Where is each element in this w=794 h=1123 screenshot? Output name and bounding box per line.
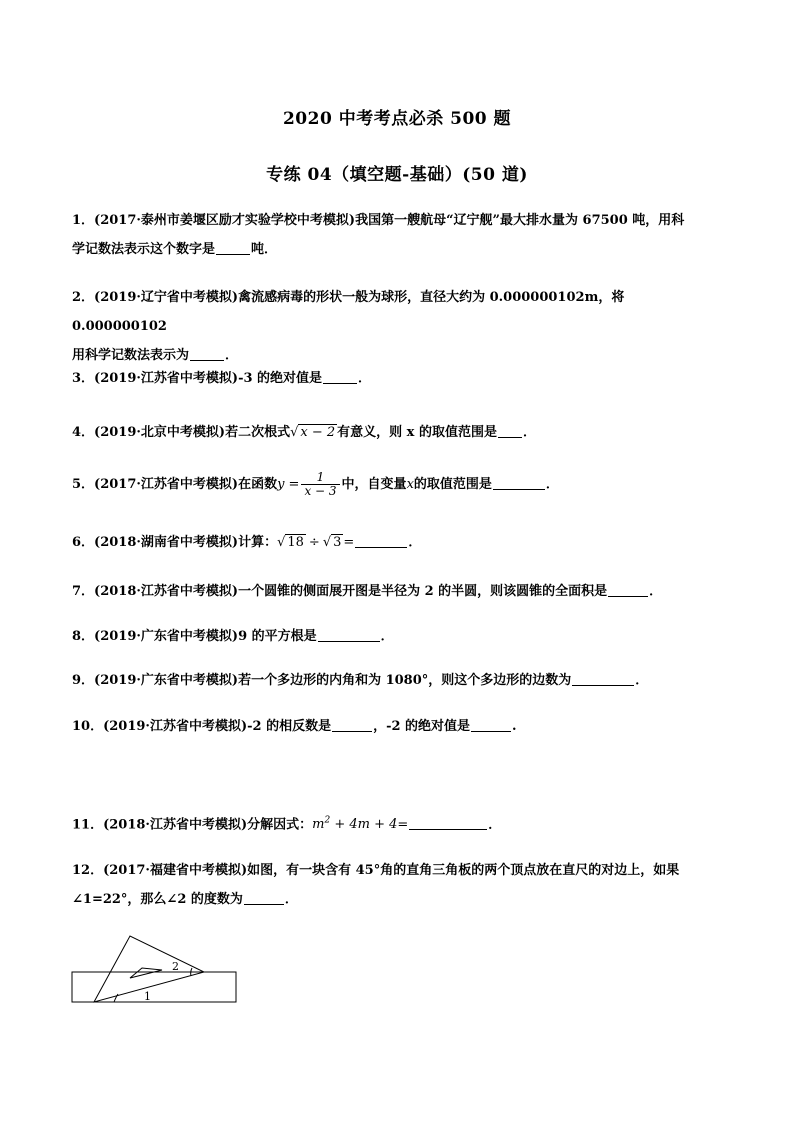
question-text: ． [408, 535, 422, 550]
question-source: (2017·福建省中考模拟) [103, 863, 248, 878]
answer-blank[interactable] [332, 717, 372, 732]
answer-blank[interactable] [409, 815, 487, 830]
radicand: 3 [333, 535, 342, 550]
question-source: (2019·广东省中考模拟) [94, 673, 239, 688]
question-text: 如图，有一块含有 45°角的直角三角板的两个顶点放在直尺的对边上，如果 [247, 863, 680, 878]
question-text: 分解因式： [247, 817, 313, 833]
question-text: 禽流感病毒的形状一般为球形，直径大约为 0.000000102m，将 0.000000102 [72, 290, 625, 334]
question-3 [72, 364, 722, 393]
question-text: 一个圆锥的侧面展开图是半径为 2 的半圆，则该圆锥的全面积是 [238, 584, 608, 599]
fraction-denominator: x − 3 [304, 484, 337, 498]
question-number: 5． [72, 477, 95, 492]
sqrt-expression: √ 3 [322, 535, 342, 550]
question-source: (2019·北京中考模拟) [94, 425, 226, 440]
question-source: (2017·江苏省中考模拟) [94, 477, 239, 492]
expression [312, 817, 397, 832]
question-source: (2019·江苏省中考模拟) [103, 719, 248, 734]
answer-blank[interactable] [355, 533, 407, 548]
angle1-label: 1 [144, 990, 151, 1003]
question-text: ． [225, 348, 239, 363]
expression-base: m [312, 817, 325, 833]
question-source: (2018·江苏省中考模拟) [103, 817, 248, 833]
answer-blank[interactable] [572, 671, 634, 686]
question-text: 用科学记数法表示为 [72, 348, 190, 363]
question-source: (2017·泰州市姜堰区励才实验学校中考模拟) [94, 213, 356, 228]
question-text: 吨． [251, 242, 278, 257]
question-text: . [512, 719, 517, 734]
question-source: (2019·江苏省中考模拟) [94, 371, 239, 386]
question-number: 4． [72, 425, 95, 440]
set-square-inner [130, 968, 162, 978]
question-number: 10． [72, 719, 104, 734]
question-text: ． [649, 584, 663, 599]
answer-blank[interactable] [190, 346, 224, 361]
question-text: 在函数 [238, 477, 278, 492]
question-number: 2． [72, 290, 95, 305]
question-5 [72, 470, 722, 499]
question-text: 若二次根式 [225, 425, 291, 440]
expression-rest: + 4m + 4 [330, 817, 398, 833]
answer-blank[interactable] [318, 627, 380, 642]
question-text: 有意义，则 x 的取值范围是 [337, 425, 497, 440]
variable: x [406, 477, 414, 492]
question-text: ． [488, 817, 502, 833]
question-source: (2018·江苏省中考模拟) [94, 584, 239, 599]
answer-blank[interactable] [493, 475, 545, 490]
question-source: (2018·湖南省中考模拟) [94, 535, 239, 550]
question-text: 若一个多边形的内角和为 1080°，则这个多边形的边数为 [238, 673, 572, 688]
answer-blank[interactable] [323, 369, 357, 384]
fraction-numerator: 1 [301, 471, 339, 485]
expression-exponent: 2 [324, 816, 331, 826]
answer-blank[interactable] [244, 890, 284, 905]
question-text: 中，自变量 [341, 477, 407, 492]
question-text: -3 的绝对值是 [238, 371, 323, 386]
question-4 [72, 418, 722, 447]
question-number: 9． [72, 673, 95, 688]
question-1 [72, 206, 722, 264]
question-text: 9 的平方根是 [238, 629, 317, 644]
equals-sign: = [397, 817, 409, 833]
question-source: (2019·辽宁省中考模拟) [94, 290, 239, 305]
question-number: 11． [72, 817, 104, 833]
question-text: ． [284, 892, 298, 907]
question-11 [72, 807, 722, 839]
question-text: ． [545, 477, 559, 492]
radicand: x − 2 [300, 425, 336, 440]
question-text: ，-2 的绝对值是 [373, 719, 471, 734]
question-12 [72, 856, 722, 914]
question-number: 6． [72, 535, 95, 550]
question-text: ． [635, 673, 649, 688]
triangle-ruler-diagram [70, 932, 240, 1007]
question-number: 1． [72, 213, 95, 228]
page-subtitle: 专练 04（填空题-基础）(50 道) [266, 165, 528, 185]
question-text: ∠1=22°，那么∠2 的度数为 [72, 892, 243, 907]
question-6 [72, 528, 722, 557]
sqrt-expression: √ 18 [277, 535, 304, 550]
question-10 [72, 712, 722, 741]
operator: ÷ [308, 535, 320, 550]
answer-blank[interactable] [608, 582, 648, 597]
page-title: 2020 中考考点必杀 500 题 [282, 109, 512, 129]
question-text: ． [522, 425, 536, 440]
equals-sign: = [343, 535, 355, 550]
question-source: (2019·广东省中考模拟) [94, 629, 239, 644]
function-lhs: y = [277, 477, 300, 492]
question-number: 3． [72, 371, 95, 386]
question-text: 我国第一艘航母“辽宁舰”最大排水量为 67500 吨，用科 [355, 213, 685, 228]
question-8 [72, 622, 722, 651]
fraction [301, 471, 339, 498]
question-text: 的取值范围是 [413, 477, 492, 492]
question-text: ． [358, 371, 372, 386]
angle1-arc [114, 994, 118, 1002]
answer-blank[interactable] [498, 423, 522, 438]
question-number: 12． [72, 863, 104, 878]
question-text: -2 的相反数是 [247, 719, 332, 734]
answer-blank[interactable] [216, 240, 250, 255]
radicand: 18 [287, 535, 304, 550]
question-number: 7． [72, 584, 95, 599]
triangle-ruler-figure [70, 932, 240, 1011]
question-2 [72, 283, 722, 370]
answer-blank[interactable] [471, 717, 511, 732]
sqrt-expression: √ x − 2 [290, 425, 336, 440]
question-text: ． [380, 629, 394, 644]
question-text: 学记数法表示这个数字是 [72, 242, 216, 257]
angle2-label: 2 [172, 960, 179, 973]
question-number: 8． [72, 629, 95, 644]
question-7 [72, 577, 722, 606]
question-text: 计算： [238, 535, 278, 550]
question-9 [72, 666, 722, 695]
